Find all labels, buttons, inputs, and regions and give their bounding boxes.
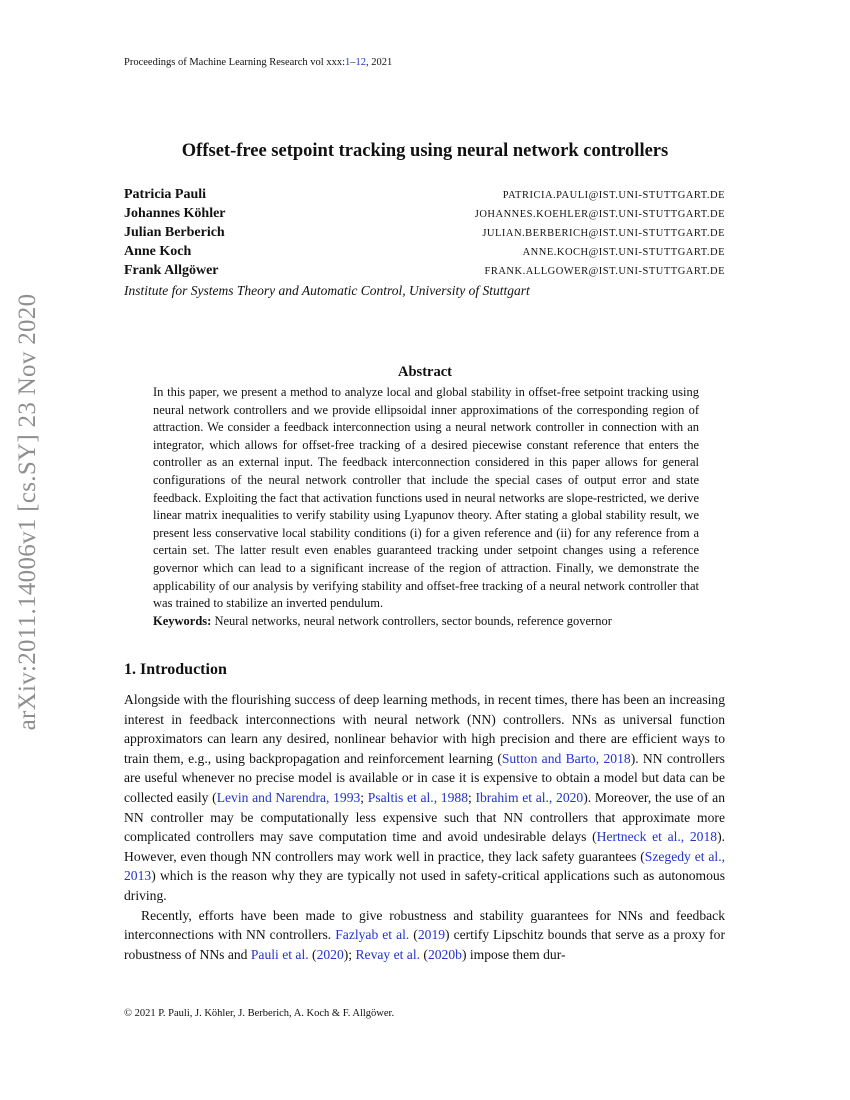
author-email: JULIAN.BERBERICH@IST.UNI-STUTTGART.DE — [482, 228, 725, 239]
header-suffix: , 2021 — [366, 57, 393, 68]
abstract-heading: Abstract — [398, 364, 452, 380]
text-run: ). NN controllers are useful whenever no precise model is available or in case it is expensive to obtain a model but data can be collected easily ( — [124, 750, 725, 805]
citation-link[interactable]: Revay et al. — [355, 946, 421, 962]
keywords — [153, 613, 699, 631]
author-row — [124, 187, 725, 206]
citation-link[interactable]: 2020b — [427, 946, 462, 962]
author-row — [124, 244, 725, 263]
author-name: Patricia Pauli — [124, 187, 207, 202]
text-run: ; — [468, 789, 476, 805]
text-run: ). However, even though NN controllers may work well in practice, they lack safety guarantees ( — [124, 829, 725, 864]
text-run: Alongside with the flourishing success of deep learning methods, in recent times, there has been an increasing interest in feedback interconnections with neural network (NN) controllers. NNs as universal function approximators can learn any desired, nonlinear behavior with high precision and there are efficient ways to train them, e.g., using backpropagation and reinforcement learning ( — [124, 692, 725, 766]
text-run: ( — [420, 946, 428, 962]
citation-link[interactable]: Fazlyab et al. — [335, 927, 410, 943]
citation-link[interactable]: Sutton and Barto, 2018 — [501, 750, 631, 766]
author-email: FRANK.ALLGOWER@IST.UNI-STUTTGART.DE — [484, 266, 725, 277]
introduction-body — [124, 690, 725, 964]
citation-link[interactable]: Szegedy et al., 2013 — [124, 848, 725, 884]
text-run: ; — [360, 789, 368, 805]
arxiv-stamp — [6, 262, 50, 762]
keywords-list: Neural networks, neural network controllers, sector bounds, reference governor — [214, 613, 612, 628]
citation-link[interactable]: Hertneck et al., 2018 — [596, 829, 718, 845]
citation-link[interactable]: 2020 — [316, 946, 344, 962]
citation-link[interactable]: Pauli et al. — [250, 946, 309, 962]
abstract-text: In this paper, we present a method to analyze local and global stability in offset-free setpoint tracking using neural network controllers and we provide ellipsoidal inner approximations of the corresponding region of attraction. We consider a feedback interconnection using a neural network controller in connection with an integrator, which allows for offset-free tracking of a desired piecewise constant reference that enters the controller as an external input. The feedback interconnection considered in this paper allows for general configurations of the neural network controller that include the special cases of output error and state feedback. Exploiting the fact that activation functions used in neural networks are slope-restricted, we derive linear matrix inequalities to verify stability using Lyapunov theory. After stating a global stability result, we present less conservative local stability conditions (i) for a given reference and (ii) for any reference from a certain set. The latter result even enables guaranteed tracking under setpoint changes using a reference governor which can lead to a significant increase of the region of attraction. Finally, we demonstrate the applicability of our analysis by verifying stability and offset-free tracking of a neural network controller that was trained to stabilize an inverted pendulum. — [153, 385, 699, 611]
citation-link[interactable]: Ibrahim et al., 2020 — [475, 789, 584, 805]
author-email: JOHANNES.KOEHLER@IST.UNI-STUTTGART.DE — [474, 209, 725, 220]
header-dash: – — [350, 57, 356, 68]
header-prefix: Proceedings of Machine Learning Research vol xxx: — [124, 57, 346, 68]
text-run: Recently, efforts have been made to give robustness and stability guarantees for NNs and feedback interconnections with NN controllers. — [124, 907, 725, 943]
author-email: ANNE.KOCH@IST.UNI-STUTTGART.DE — [522, 247, 725, 258]
abstract-body — [153, 384, 699, 630]
author-row — [124, 263, 725, 282]
citation-link[interactable]: 2019 — [417, 927, 446, 943]
text-run: ) certify Lipschitz bounds that serve as a proxy for robustness of NNs and — [124, 927, 725, 962]
text-run: ); — [343, 946, 356, 962]
author-name: Julian Berberich — [124, 225, 225, 240]
author-block — [124, 187, 725, 299]
author-row — [124, 206, 725, 225]
copyright-footer: © 2021 P. Pauli, J. Köhler, J. Berberich, A. Koch & F. Allgöwer. — [124, 1008, 395, 1019]
citation-link[interactable]: Levin and Narendra, 1993 — [216, 789, 361, 805]
author-name: Anne Koch — [124, 244, 192, 259]
author-name: Johannes Köhler — [124, 206, 226, 221]
keywords-label: Keywords: — [153, 613, 212, 628]
citation-link[interactable]: Psaltis et al., 1988 — [367, 789, 468, 805]
running-header — [124, 57, 392, 68]
paragraph — [124, 906, 725, 965]
affiliation: Institute for Systems Theory and Automatic Control, University of Stuttgart — [124, 283, 530, 298]
paper-title: Offset-free setpoint tracking using neural network controllers — [181, 141, 669, 161]
page-link-start[interactable]: 1 — [345, 57, 351, 68]
text-run: ). Moreover, the use of an NN controller may be computationally less expensive such that NN controllers that approximate more complicated controllers may save computation time and avoid undesirable delays ( — [124, 789, 725, 845]
paragraph — [124, 690, 725, 906]
author-email: PATRICIA.PAULI@IST.UNI-STUTTGART.DE — [502, 190, 725, 201]
text-run: ) which is the reason why they are typically not used in safety-critical applications such as autonomous driving. — [124, 868, 725, 903]
author-row — [124, 225, 725, 244]
text-run: ( — [308, 946, 317, 962]
text-run: ( — [409, 927, 418, 943]
arxiv-stamp-text: arXiv:2011.14006v1 [cs.SY] 23 Nov 2020 — [14, 293, 41, 731]
author-name: Frank Allgöwer — [124, 263, 219, 278]
page-link-end[interactable]: 12 — [355, 57, 367, 68]
text-run: ) impose them dur- — [461, 946, 566, 962]
section-heading-introduction: 1. Introduction — [124, 661, 227, 678]
